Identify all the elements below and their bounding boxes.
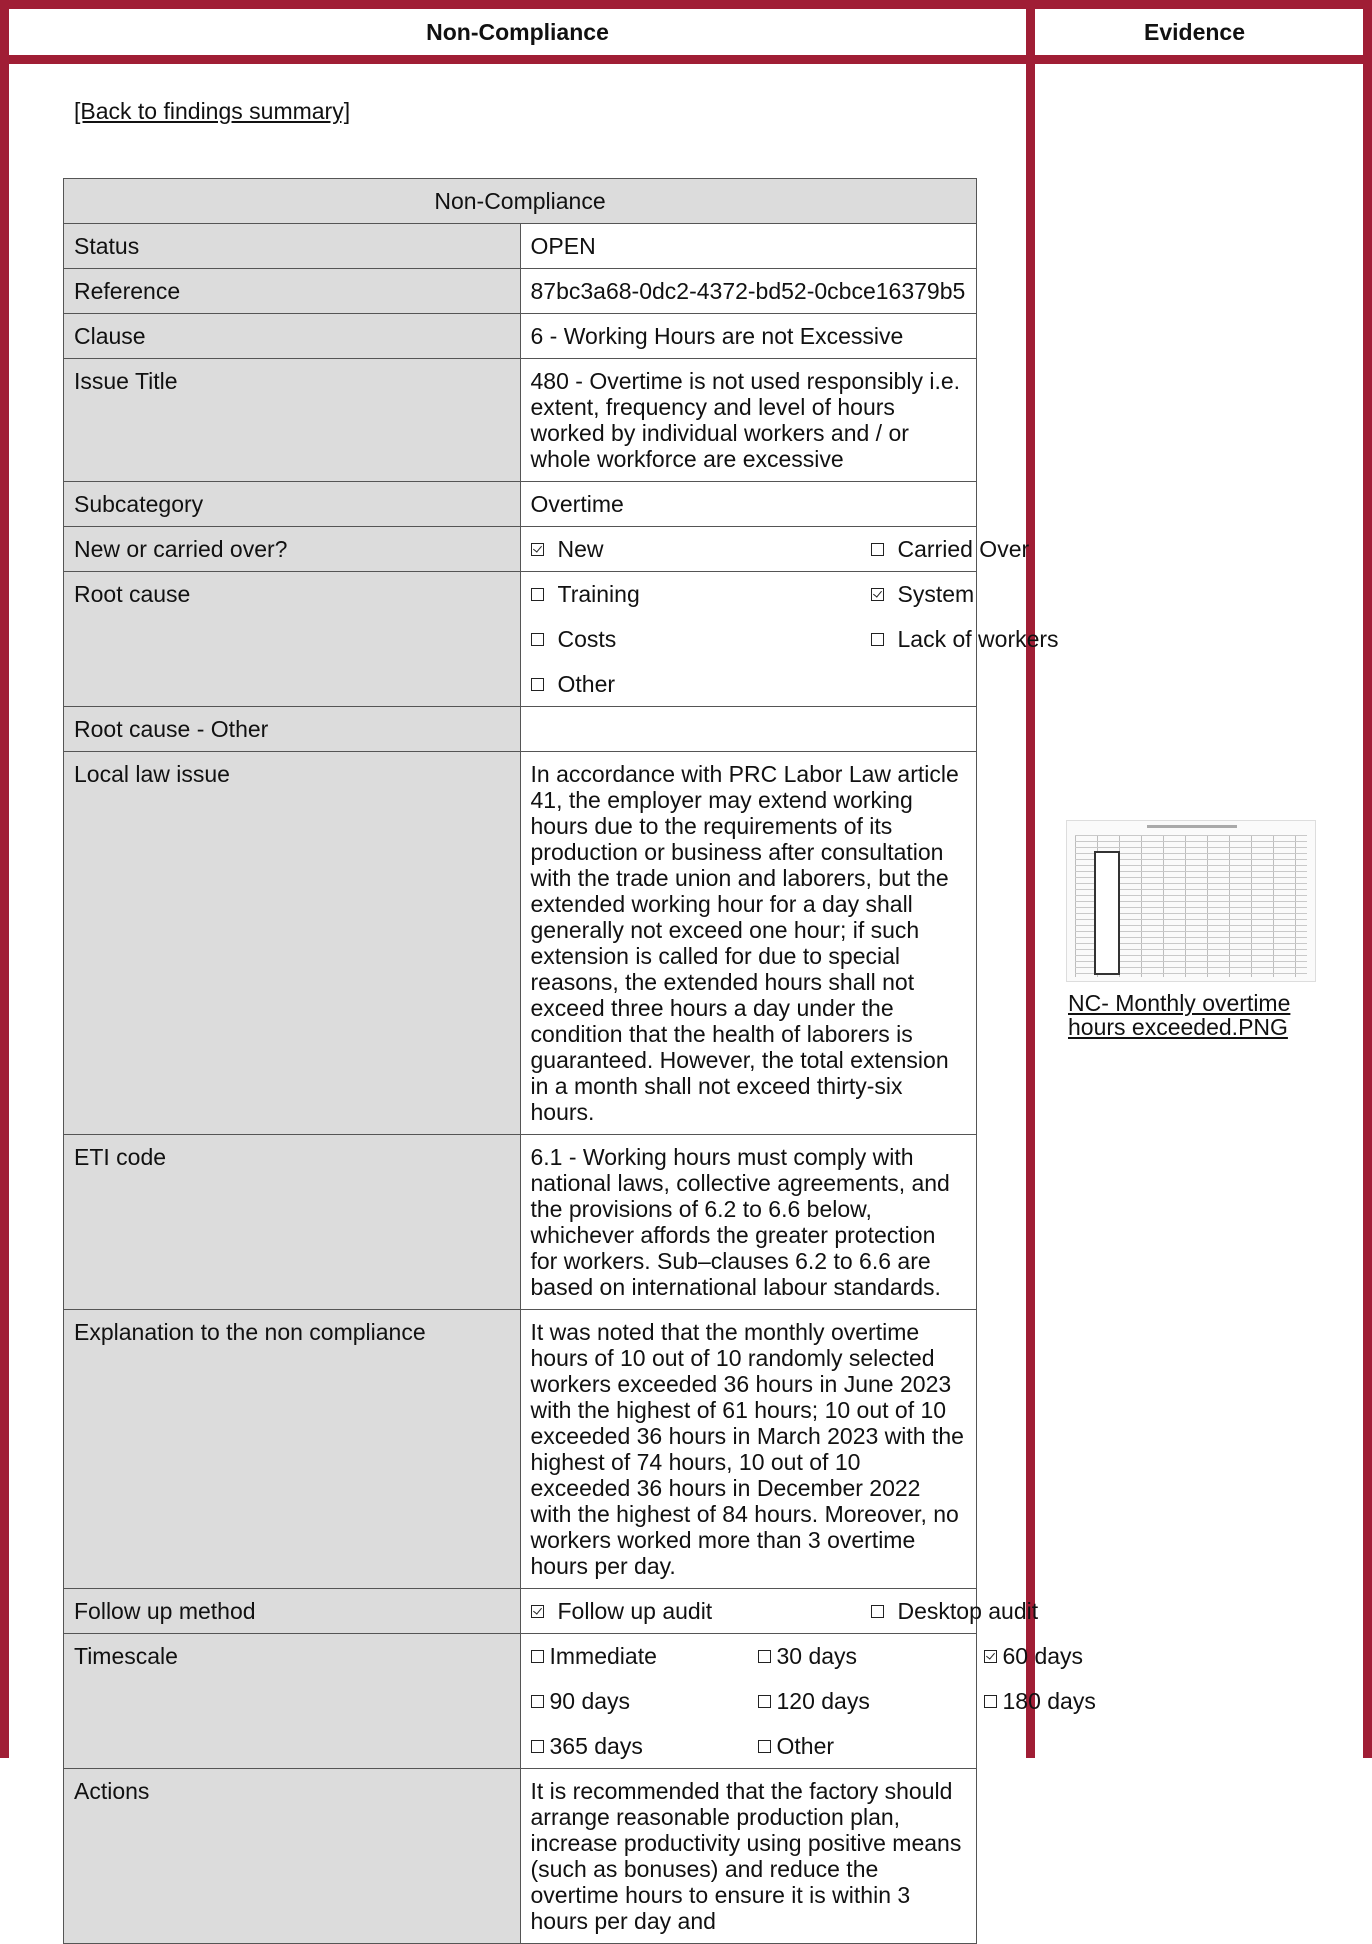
checkbox-immediate[interactable] xyxy=(531,1643,758,1669)
new-or-carried-options xyxy=(531,536,1030,562)
new-or-carried-label: New or carried over? xyxy=(64,527,521,572)
follow-up-label: Follow up method xyxy=(64,1589,521,1634)
checkbox-checked-icon xyxy=(984,1650,997,1663)
checkbox-label: Lack of workers xyxy=(897,626,1059,652)
clause-value: 6 - Working Hours are not Excessive xyxy=(520,314,977,359)
checkbox-unchecked-icon xyxy=(984,1695,997,1708)
checkbox-label: Carried Over xyxy=(897,536,1030,562)
checkbox-carried-over[interactable] xyxy=(871,536,1030,562)
root-cause-other-label: Root cause - Other xyxy=(64,707,521,752)
checkbox-label: 30 days xyxy=(776,1643,858,1669)
checkbox-system[interactable] xyxy=(871,581,1059,607)
table-row-follow-up xyxy=(64,1589,977,1634)
checkbox-training[interactable] xyxy=(531,581,871,607)
table-row-issue-title xyxy=(64,359,977,482)
table-row-clause xyxy=(64,314,977,359)
checkbox-unchecked-icon xyxy=(531,678,544,691)
checkbox-unchecked-icon xyxy=(531,633,544,646)
checkbox-unchecked-icon xyxy=(871,633,884,646)
checkbox-label: Costs xyxy=(557,626,617,652)
evidence-thumbnail[interactable] xyxy=(1066,820,1316,982)
checkbox-costs[interactable] xyxy=(531,626,871,652)
checkbox-other[interactable] xyxy=(531,671,871,697)
table-title: Non-Compliance xyxy=(64,179,977,224)
checkbox-label: Immediate xyxy=(549,1643,657,1669)
checkbox-other-timescale[interactable] xyxy=(758,1733,984,1759)
local-law-value: In accordance with PRC Labor Law article 41, the employer may extend working hours due to the requirements of its production or business after consultation with the trade union and laborers, but the extended working hour for a day shall generally not exceed one hour; if such extension is called for due to special reasons, the extended hours shall not exceed three hours a day under the condition that the health of laborers is guaranteed. However, the total extension in a month shall not exceed thirty-six hours. xyxy=(520,752,977,1135)
subcategory-value: Overtime xyxy=(520,482,977,527)
checkbox-unchecked-icon xyxy=(871,543,884,556)
checkbox-desktop-audit[interactable] xyxy=(871,1598,1039,1624)
timescale-options xyxy=(531,1643,1096,1759)
clause-label: Clause xyxy=(64,314,521,359)
checkbox-90-days[interactable] xyxy=(531,1688,758,1714)
checkbox-60-days[interactable] xyxy=(984,1643,1096,1669)
non-compliance-column-header: Non-Compliance xyxy=(426,18,609,45)
issue-title-label: Issue Title xyxy=(64,359,521,482)
checkbox-new[interactable] xyxy=(531,536,871,562)
checkbox-checked-icon xyxy=(531,543,544,556)
checkbox-label: 60 days xyxy=(1002,1643,1084,1669)
status-value: OPEN xyxy=(520,224,977,269)
checkbox-365-days[interactable] xyxy=(531,1733,758,1759)
evidence-file-link[interactable]: NC- Monthly overtime hours exceeded.PNG xyxy=(1068,990,1291,1040)
checkbox-follow-up-audit[interactable] xyxy=(531,1598,871,1624)
checkbox-label: New xyxy=(557,536,604,562)
checkbox-120-days[interactable] xyxy=(758,1688,984,1714)
checkbox-180-days[interactable] xyxy=(984,1688,1096,1714)
header-row xyxy=(9,9,1363,64)
non-compliance-table xyxy=(63,178,1096,1944)
evidence-panel xyxy=(1063,820,1333,1039)
explanation-value: It was noted that the monthly overtime hours of 10 out of 10 randomly selected workers exceeded 36 hours in June 2023 with the highest of 61 hours; 10 out of 10 exceeded 36 hours in March 2023 with the highest of 74 hours, 10 out of 10 exceeded 36 hours in December 2022 with the highest of 84 hours. Moreover, no workers worked more than 3 overtime hours per day. xyxy=(520,1310,977,1589)
checkbox-unchecked-icon xyxy=(871,1605,884,1618)
checkbox-label: Other xyxy=(776,1733,835,1759)
table-row-subcategory xyxy=(64,482,977,527)
table-row-new-or-carried xyxy=(64,527,977,572)
table-row-root-cause xyxy=(64,572,977,707)
table-row-reference xyxy=(64,269,977,314)
checkbox-unchecked-icon xyxy=(531,1740,544,1753)
checkbox-label: 365 days xyxy=(549,1733,643,1759)
explanation-label: Explanation to the non compliance xyxy=(64,1310,521,1589)
eti-code-label: ETI code xyxy=(64,1135,521,1310)
issue-title-value: 480 - Overtime is not used responsibly i.e. extent, frequency and level of hours worked by individual workers and / or whole workforce are excessive xyxy=(520,359,977,482)
subcategory-label: Subcategory xyxy=(64,482,521,527)
checkbox-unchecked-icon xyxy=(758,1695,771,1708)
reference-label: Reference xyxy=(64,269,521,314)
table-row-timescale xyxy=(64,1634,977,1769)
column-divider xyxy=(1026,9,1035,1758)
checkbox-label: Other xyxy=(557,671,616,697)
checkbox-30-days[interactable] xyxy=(758,1643,984,1669)
checkbox-unchecked-icon xyxy=(758,1650,771,1663)
checkbox-label: Follow up audit xyxy=(557,1598,713,1624)
table-row-eti-code xyxy=(64,1135,977,1310)
follow-up-options xyxy=(531,1598,1039,1624)
evidence-column-header: Evidence xyxy=(1144,18,1245,45)
checkbox-unchecked-icon xyxy=(758,1740,771,1753)
table-row-root-cause-other xyxy=(64,707,977,752)
thumbnail-redaction-box xyxy=(1094,851,1120,975)
checkbox-lack-of-workers[interactable] xyxy=(871,626,1059,652)
checkbox-label: Training xyxy=(557,581,640,607)
checkbox-label: Desktop audit xyxy=(897,1598,1039,1624)
checkbox-unchecked-icon xyxy=(531,588,544,601)
reference-value: 87bc3a68-0dc2-4372-bd52-0cbce16379b5 xyxy=(520,269,977,314)
checkbox-label: 90 days xyxy=(549,1688,631,1714)
checkbox-label: 180 days xyxy=(1002,1688,1096,1714)
local-law-label: Local law issue xyxy=(64,752,521,1135)
checkbox-unchecked-icon xyxy=(531,1695,544,1708)
thumbnail-title-bar xyxy=(1147,825,1237,828)
table-row-status xyxy=(64,224,977,269)
status-label: Status xyxy=(64,224,521,269)
checkbox-checked-icon xyxy=(531,1605,544,1618)
eti-code-value: 6.1 - Working hours must comply with national laws, collective agreements, and the provisions of 6.2 to 6.6 below, whichever affords the greater protection for workers. Sub–clauses 6.2 to 6.6 are based on international labour standards. xyxy=(520,1135,977,1310)
checkbox-label: 120 days xyxy=(776,1688,870,1714)
actions-label: Actions xyxy=(64,1769,521,1944)
root-cause-options xyxy=(531,581,1059,697)
table-row-actions xyxy=(64,1769,977,1944)
timescale-label: Timescale xyxy=(64,1634,521,1769)
checkbox-unchecked-icon xyxy=(531,1650,544,1663)
checkbox-checked-icon xyxy=(871,588,884,601)
table-row-local-law xyxy=(64,752,977,1135)
back-to-findings-summary-link[interactable]: [Back to findings summary] xyxy=(74,98,351,124)
root-cause-label: Root cause xyxy=(64,572,521,707)
root-cause-other-value xyxy=(520,707,977,752)
table-row-explanation xyxy=(64,1310,977,1589)
checkbox-label: System xyxy=(897,581,975,607)
actions-value: It is recommended that the factory should arrange reasonable production plan, increase productivity using positive means (such as bonuses) and reduce the overtime hours to ensure it is within 3 hours per day and xyxy=(520,1769,977,1944)
